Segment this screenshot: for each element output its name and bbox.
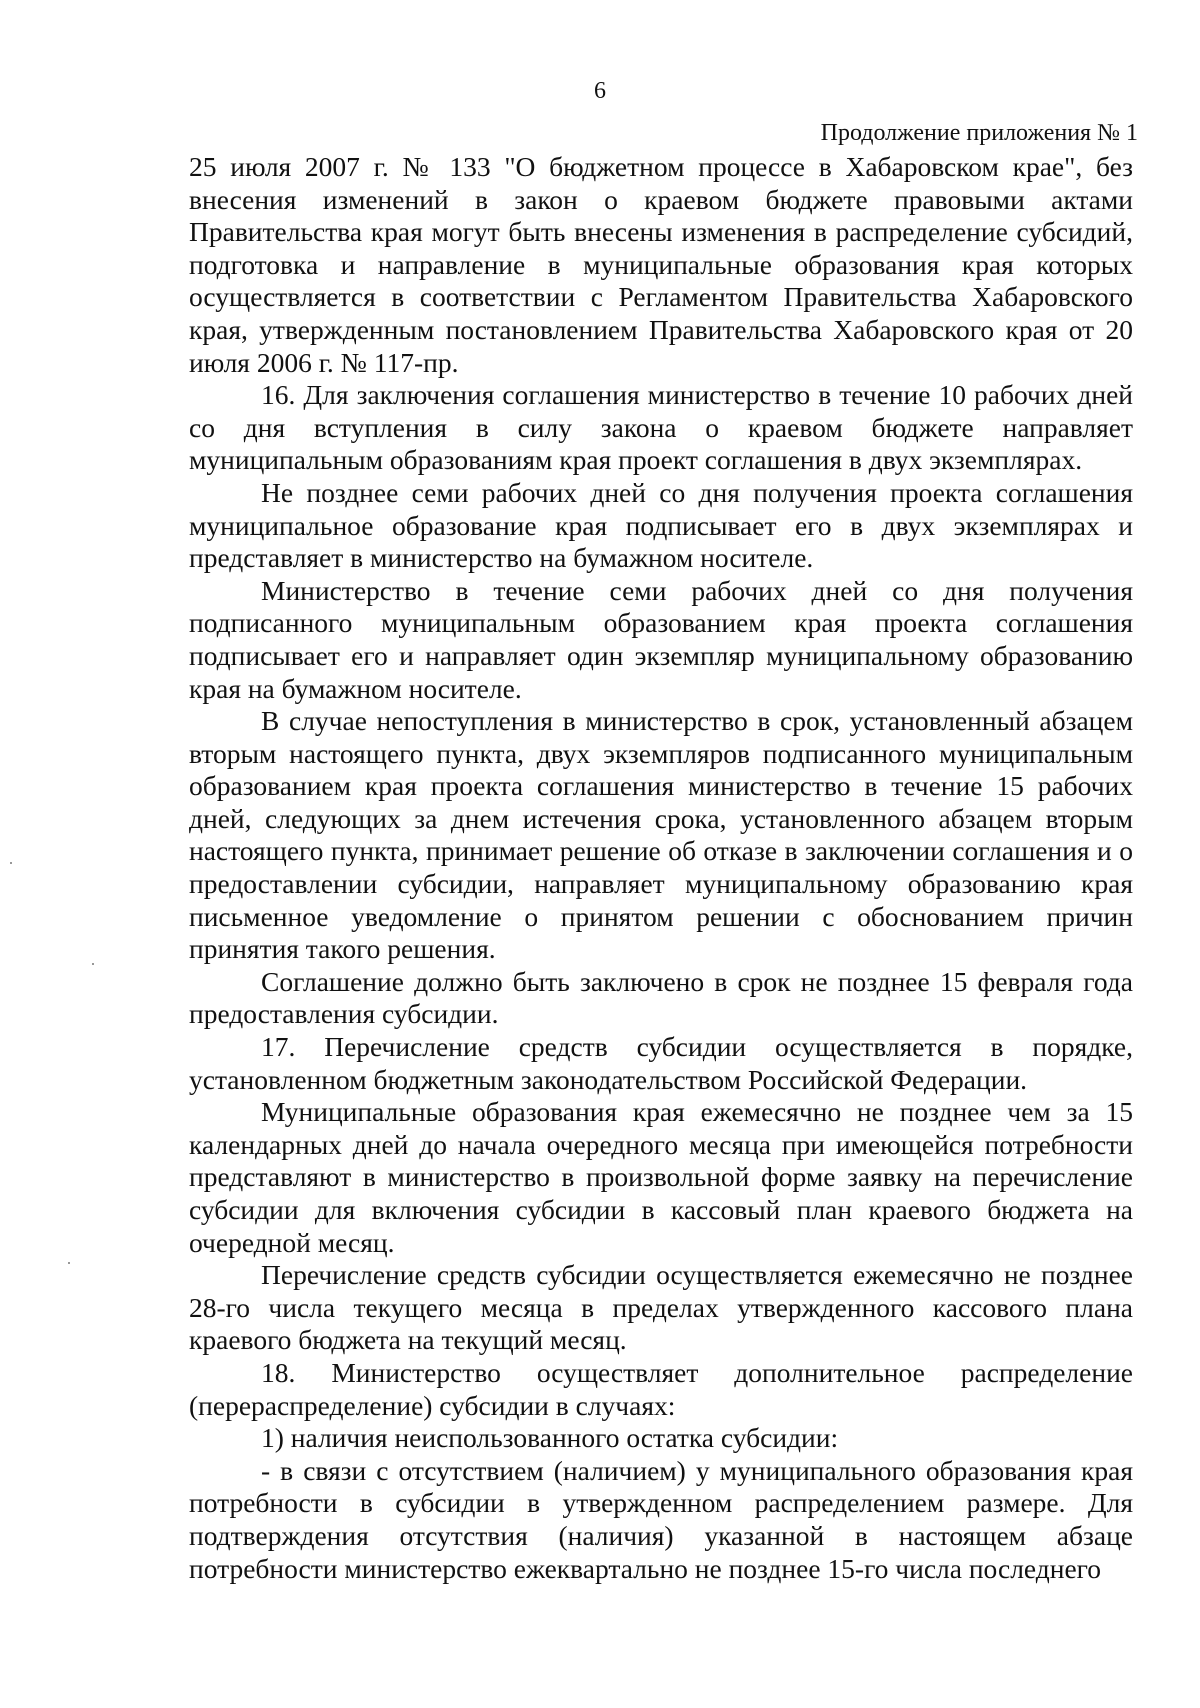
paragraph: В случае непоступления в министерство в срок, установленный абзацем вторым настоящего пункта, двух экземпляров подписанного муниципальным образованием края проекта соглашения министерство в течение 15 рабочих дней, следующих за днем истечения срока, установленного абзацем вторым настоящего пункта, принимает решение об отказе в заключении соглашения и о предоставлении субсидии, направляет муниципальному образованию края письменное уведомление о принятом решении с обоснованием причин принятия такого решения. (189, 705, 1133, 965)
paragraph: Муниципальные образования края ежемесячно не позднее чем за 15 календарных дней до начала очередного месяца при имеющейся потребности представляют в министерство в произвольной форме заявку на перечисление субсидии для включения субсидии в кассовый план краевого бюджета на очередной месяц. (189, 1096, 1133, 1258)
paragraph: 1) наличия неиспользованного остатка субсидии: (261, 1422, 839, 1454)
paragraph: Соглашение должно быть заключено в срок не позднее 15 февраля года предоставления субсидии. (189, 965, 1133, 1030)
document-body (189, 151, 1133, 1585)
paragraph: 25 июля 2007 г. № 133 "О бюджетном процессе в Хабаровском крае", без внесения изменений в закон о краевом бюджете правовыми актами Правительства края могут быть внесены изменения в распределение субсидий, подготовка и направление в муниципальные образования края которых осуществляется в соответствии с Регламентом Правительства Хабаровского края, утвержденным постановлением Правительства Хабаровского края от 20 июля 2006 г. № 117-пр. (189, 151, 1133, 378)
paragraph: 16. Для заключения соглашения министерство в течение 10 рабочих дней со дня вступления в силу закона о краевом бюджете направляет муниципальным образованиям края проект соглашения в двух экземплярах. (189, 379, 1133, 476)
paragraph: 17. Перечисление средств субсидии осуществляется в порядке, установленном бюджетным законодательством Российской Федерации. (189, 1031, 1133, 1095)
scan-speck (68, 1262, 70, 1264)
paragraph: 18. Министерство осуществляет дополнительное распределение (перераспределение) субсидии в случаях: (189, 1356, 1133, 1421)
page-number: 6 (594, 78, 606, 104)
continuation-label: Продолжение приложения № 1 (820, 120, 1138, 146)
scan-speck (92, 963, 94, 965)
paragraph: Перечисление средств субсидии осуществляется ежемесячно не позднее 28-го числа текущего месяца в пределах утвержденного кассового плана краевого бюджета на текущий месяц. (189, 1259, 1133, 1356)
scan-speck (10, 862, 12, 864)
paragraph: Не позднее семи рабочих дней со дня получения проекта соглашения муниципальное образование края подписывает его в двух экземплярах и представляет в министерство на бумажном носителе. (189, 476, 1133, 574)
paragraph: - в связи с отсутствием (наличием) у муниципального образования края потребности в субсидии в утвержденном распределением размере. Для подтверждения отсутствия (наличия) указанной в настоящем абзаце потребности министерство ежеквартально не позднее 15-го числа последнего (189, 1454, 1133, 1584)
paragraph: Министерство в течение семи рабочих дней со дня получения подписанного муниципальным образованием края проекта соглашения подписывает его и направляет один экземпляр муниципальному образованию края на бумажном носителе. (189, 574, 1133, 704)
